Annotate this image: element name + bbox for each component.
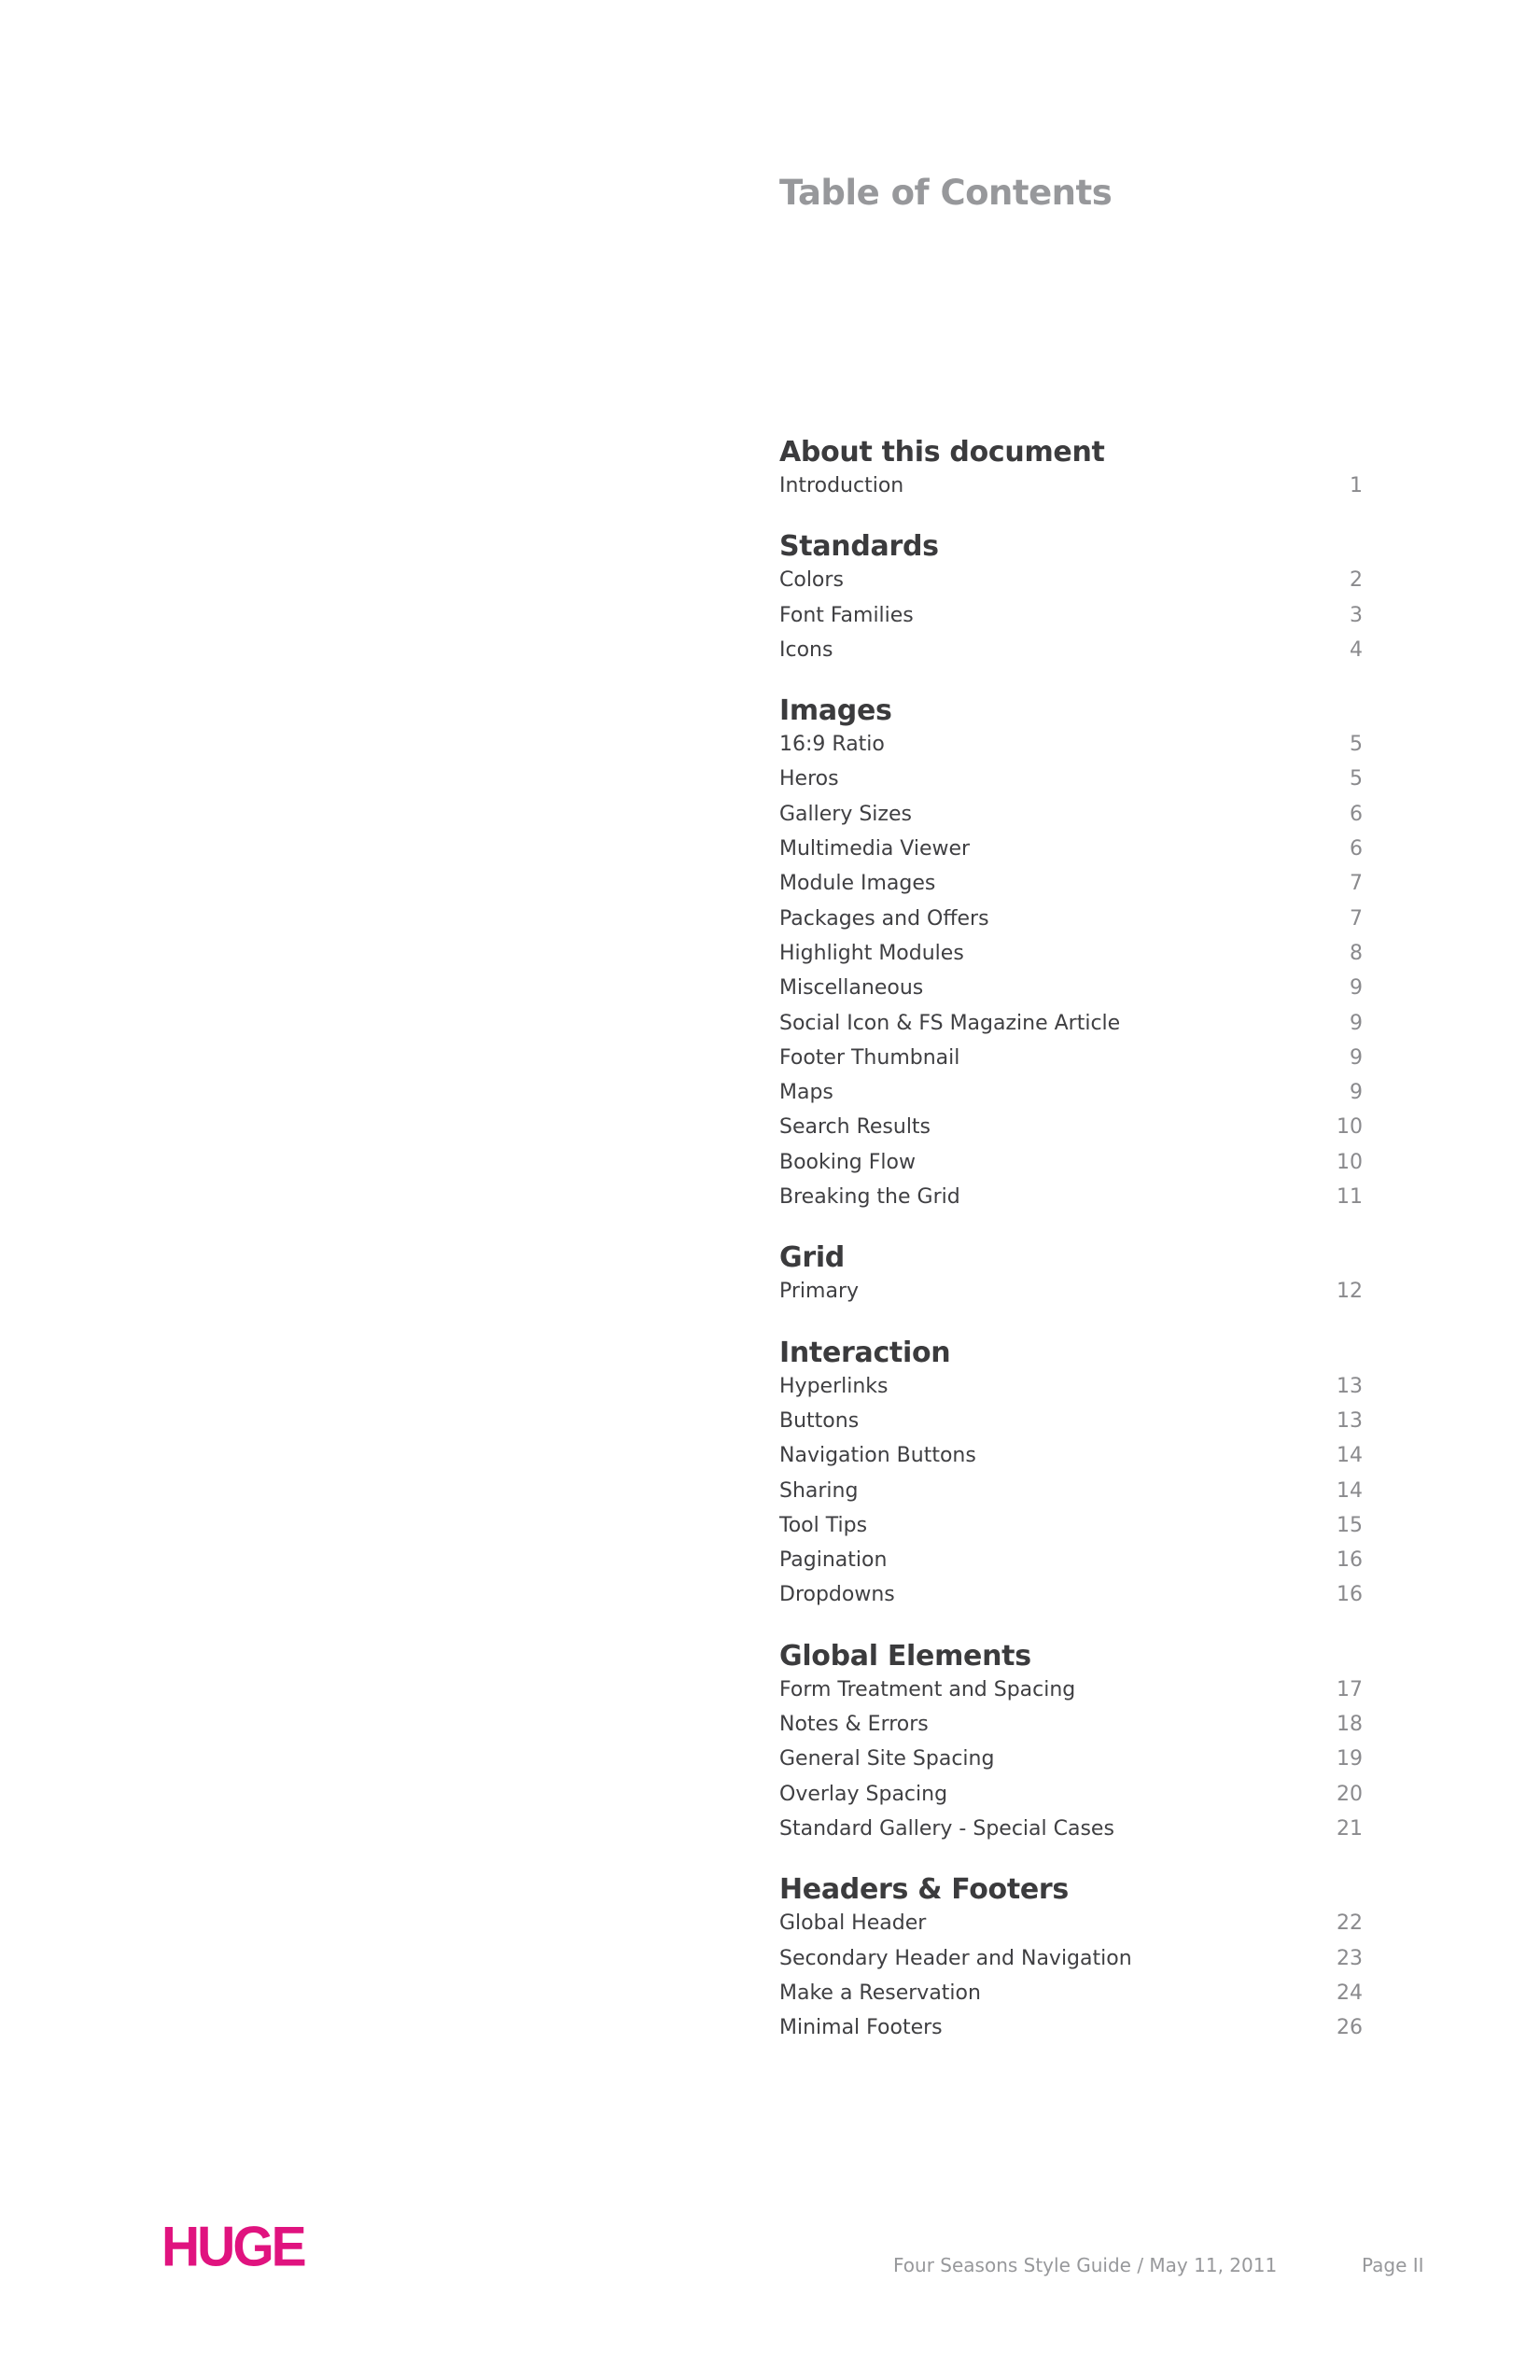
- toc-entry[interactable]: [779, 936, 1363, 971]
- toc-entry-page-number: 5: [1350, 733, 1363, 757]
- toc-entry[interactable]: [779, 832, 1363, 866]
- toc-entry-page-number: 6: [1350, 837, 1363, 861]
- toc-entry-page-number: 12: [1337, 1280, 1363, 1304]
- toc-entry[interactable]: [779, 1577, 1363, 1612]
- toc-entry-page-number: 6: [1350, 802, 1363, 826]
- toc-entry[interactable]: [779, 902, 1363, 936]
- toc-entry-page-number: 7: [1350, 906, 1363, 931]
- toc-entry-label: Dropdowns: [779, 1583, 895, 1607]
- toc-section: [779, 694, 1363, 1214]
- toc-entry-label: Breaking the Grid: [779, 1185, 960, 1210]
- toc-entry-label: General Site Spacing: [779, 1747, 995, 1771]
- toc-entry-label: Multimedia Viewer: [779, 837, 971, 861]
- toc-entry-label: Standard Gallery - Special Cases: [779, 1816, 1114, 1841]
- toc-entry-page-number: 15: [1337, 1513, 1363, 1537]
- section-heading: Standards: [779, 530, 939, 564]
- toc-entry-page-number: 2: [1350, 568, 1363, 593]
- toc-entry[interactable]: [779, 1508, 1363, 1543]
- toc-entry[interactable]: [779, 1274, 1363, 1309]
- toc-entry[interactable]: [779, 1673, 1363, 1707]
- section-heading: Global Elements: [779, 1639, 1031, 1673]
- toc-entry[interactable]: [779, 1976, 1363, 2010]
- toc-entry-page-number: 3: [1350, 603, 1363, 627]
- toc-section: [779, 1241, 1363, 1309]
- toc-entry-page-number: 14: [1337, 1444, 1363, 1468]
- toc-entry-label: Social Icon & FS Magazine Article: [779, 1011, 1121, 1035]
- toc-entry-page-number: 16: [1337, 1583, 1363, 1607]
- toc-entry-page-number: 9: [1350, 1011, 1363, 1035]
- toc-entry[interactable]: [779, 1404, 1363, 1438]
- toc-entry-page-number: 20: [1337, 1782, 1363, 1806]
- toc-section: [779, 436, 1363, 503]
- toc-entry-page-number: 16: [1337, 1548, 1363, 1573]
- page-title: Table of Contents: [779, 173, 1113, 213]
- footer-document-info: Four Seasons Style Guide / May 11, 2011: [893, 2254, 1278, 2276]
- section-heading: Grid: [779, 1241, 845, 1275]
- section-heading: Headers & Footers: [779, 1873, 1069, 1907]
- toc-entry-label: Gallery Sizes: [779, 802, 912, 826]
- toc-entry-page-number: 1: [1350, 474, 1363, 497]
- toc-section: [779, 1640, 1363, 1846]
- toc-entry-label: Icons: [779, 637, 833, 662]
- toc-entry-page-number: 23: [1337, 1946, 1363, 1970]
- toc-entry-label: Overlay Spacing: [779, 1782, 948, 1806]
- toc-entry-page-number: 24: [1337, 1981, 1363, 2005]
- toc-entry-label: Miscellaneous: [779, 976, 924, 1001]
- toc-entry-page-number: 11: [1337, 1185, 1363, 1210]
- section-heading: About this document: [779, 436, 1105, 469]
- table-of-contents: [779, 436, 1363, 2072]
- toc-entry-label: Booking Flow: [779, 1150, 916, 1174]
- toc-entry-label: Maps: [779, 1081, 833, 1105]
- toc-entry-page-number: 22: [1337, 1911, 1363, 1936]
- toc-entry[interactable]: [779, 1438, 1363, 1473]
- toc-entry-label: Form Treatment and Spacing: [779, 1677, 1076, 1701]
- toc-entry-label: Minimal Footers: [779, 2016, 943, 2040]
- toc-entry-label: Colors: [779, 568, 844, 593]
- toc-entry[interactable]: [779, 1180, 1363, 1214]
- toc-section: [779, 1873, 1363, 2045]
- toc-entry-page-number: 21: [1337, 1816, 1363, 1841]
- section-heading: Images: [779, 694, 892, 728]
- toc-entry-label: Highlight Modules: [779, 941, 964, 965]
- toc-entry[interactable]: [779, 1777, 1363, 1812]
- toc-entry-page-number: 5: [1350, 767, 1363, 791]
- toc-entry[interactable]: [779, 2010, 1363, 2045]
- toc-entry[interactable]: [779, 563, 1363, 597]
- toc-entry-page-number: 17: [1337, 1677, 1363, 1701]
- toc-entry[interactable]: [779, 598, 1363, 633]
- toc-entry-page-number: 8: [1350, 941, 1363, 965]
- toc-entry-label: Tool Tips: [779, 1513, 868, 1537]
- toc-entry[interactable]: [779, 1742, 1363, 1776]
- toc-entry[interactable]: [779, 866, 1363, 901]
- toc-entry-label: Secondary Header and Navigation: [779, 1946, 1132, 1970]
- toc-entry-page-number: 7: [1350, 872, 1363, 896]
- toc-entry-label: Notes & Errors: [779, 1713, 929, 1737]
- toc-entry[interactable]: [779, 971, 1363, 1005]
- toc-section: [779, 1337, 1363, 1613]
- toc-entry[interactable]: [779, 633, 1363, 667]
- toc-entry-label: Search Results: [779, 1115, 931, 1140]
- toc-entry[interactable]: [779, 469, 1363, 503]
- toc-entry-label: Sharing: [779, 1478, 859, 1503]
- toc-entry-label: Hyperlinks: [779, 1374, 889, 1398]
- toc-entry-label: Packages and Offers: [779, 906, 989, 931]
- toc-entry-label: Footer Thumbnail: [779, 1045, 960, 1070]
- toc-entry[interactable]: [779, 1006, 1363, 1041]
- toc-entry[interactable]: [779, 1812, 1363, 1846]
- footer-page-number: Page II: [1362, 2254, 1424, 2276]
- toc-entry-page-number: 18: [1337, 1713, 1363, 1737]
- toc-entry-page-number: 14: [1337, 1478, 1363, 1503]
- toc-entry[interactable]: [779, 1369, 1363, 1404]
- toc-entry-label: Make a Reservation: [779, 1981, 981, 2005]
- toc-entry-label: Font Families: [779, 603, 914, 627]
- toc-entry-page-number: 10: [1337, 1150, 1363, 1174]
- toc-entry-label: Navigation Buttons: [779, 1444, 976, 1468]
- toc-entry[interactable]: [779, 1110, 1363, 1144]
- toc-entry-label: Introduction: [779, 474, 904, 497]
- toc-entry-page-number: 9: [1350, 976, 1363, 1001]
- toc-entry[interactable]: [779, 1145, 1363, 1180]
- toc-entry-page-number: 19: [1337, 1747, 1363, 1771]
- huge-logo: HUGE: [161, 2215, 304, 2278]
- toc-entry-page-number: 10: [1337, 1115, 1363, 1140]
- toc-entry-page-number: 9: [1350, 1045, 1363, 1070]
- section-heading: Interaction: [779, 1336, 951, 1369]
- toc-entry-label: Heros: [779, 767, 839, 791]
- toc-entry-page-number: 26: [1337, 2016, 1363, 2040]
- toc-entry[interactable]: [779, 797, 1363, 832]
- toc-entry[interactable]: [779, 1543, 1363, 1577]
- toc-entry-label: Module Images: [779, 872, 936, 896]
- toc-entry[interactable]: [779, 1707, 1363, 1742]
- toc-entry[interactable]: [779, 1941, 1363, 1976]
- toc-entry-page-number: 4: [1350, 637, 1363, 662]
- toc-entry-page-number: 13: [1337, 1408, 1363, 1433]
- toc-entry-page-number: 9: [1350, 1081, 1363, 1105]
- toc-entry-label: Global Header: [779, 1911, 927, 1936]
- toc-entry-page-number: 13: [1337, 1374, 1363, 1398]
- toc-entry[interactable]: [779, 762, 1363, 796]
- toc-entry-label: 16:9 Ratio: [779, 733, 885, 757]
- toc-section: [779, 530, 1363, 667]
- toc-entry-label: Buttons: [779, 1408, 860, 1433]
- toc-entry[interactable]: [779, 727, 1363, 762]
- toc-entry[interactable]: [779, 1041, 1363, 1075]
- toc-entry-label: Pagination: [779, 1548, 888, 1573]
- toc-entry-label: Primary: [779, 1280, 860, 1304]
- toc-entry[interactable]: [779, 1075, 1363, 1110]
- toc-entry[interactable]: [779, 1474, 1363, 1508]
- toc-entry[interactable]: [779, 1906, 1363, 1940]
